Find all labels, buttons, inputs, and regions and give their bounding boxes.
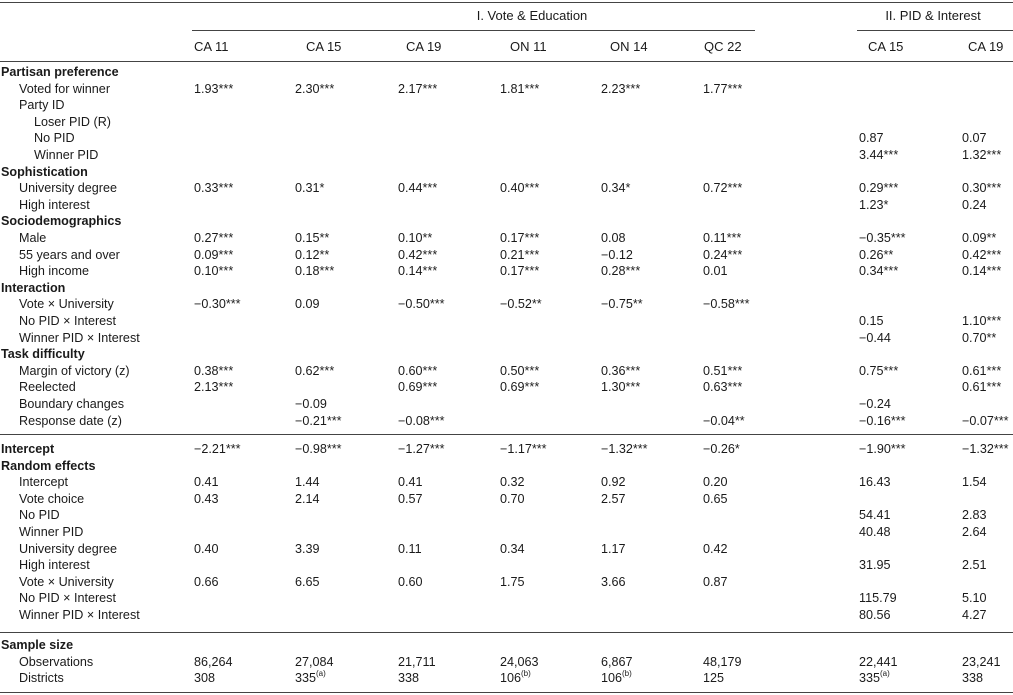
table-cell: 0.34***: [859, 264, 899, 279]
table-cell: −0.98***: [295, 442, 342, 456]
table-row: [0, 64, 1013, 81]
table-row: [0, 637, 1013, 654]
table-cell: 1.77***: [703, 81, 743, 96]
table-cell: 0.42***: [962, 247, 1002, 262]
row-label: Intercept: [1, 442, 55, 456]
table-cell: 0.63***: [703, 380, 743, 395]
table-cell: 1.81***: [500, 81, 540, 96]
table-cell: 0.69***: [500, 380, 540, 395]
table-row: [0, 263, 1013, 280]
table-row: [0, 180, 1013, 197]
table-cell: 0.62***: [295, 363, 335, 378]
row-label: No PID × Interest: [19, 591, 116, 606]
table-cell: 0.50***: [500, 363, 540, 378]
table-cell: 338: [398, 671, 420, 686]
table-cell: 115.79: [859, 591, 897, 606]
table-cell: −0.44: [859, 330, 891, 345]
table-cell: 0.31*: [295, 181, 325, 196]
row-label: Vote × University: [19, 574, 114, 589]
table-cell: 1.17: [601, 541, 626, 556]
row-label: Winner PID: [34, 148, 99, 162]
table-cell: 0.72***: [703, 181, 743, 196]
row-label: Winner PID × Interest: [19, 608, 140, 622]
footnote-marker: (b): [622, 669, 632, 679]
table-cell: 0.87: [859, 131, 884, 146]
table-cell: 0.14***: [962, 264, 1002, 279]
row-label: No PID × Interest: [19, 314, 116, 328]
table-row: [0, 97, 1013, 114]
table-row: [0, 541, 1013, 558]
table-cell: 54.41: [859, 508, 891, 523]
table-cell: 0.65: [703, 491, 728, 506]
table-cell: 0.60***: [398, 363, 438, 378]
row-label: High interest: [19, 558, 90, 573]
table-cell: 0.42: [703, 541, 728, 556]
column-header: CA 15: [306, 39, 342, 54]
table-row: [0, 147, 1013, 164]
table-cell: 0.57: [398, 491, 423, 506]
table-cell: 0.17***: [500, 231, 540, 245]
table-cell: −0.50***: [398, 297, 445, 312]
column-header: QC 22: [704, 39, 742, 54]
table-cell: 0.24***: [703, 247, 743, 262]
table-cell: 0.26**: [859, 247, 894, 262]
top-rule: [0, 2, 1013, 3]
row-label: No PID: [34, 131, 75, 146]
row-label: Intercept: [19, 475, 69, 490]
table-cell: 3.44***: [859, 148, 899, 162]
table-cell: 0.11***: [703, 231, 742, 245]
table-row: [0, 413, 1013, 430]
intercept-rule: [0, 434, 1013, 435]
table-row: [0, 130, 1013, 147]
table-cell: 0.44***: [398, 181, 438, 196]
table-cell: 2.57: [601, 491, 626, 506]
table-cell: 106$^{(b)}$: [500, 669, 531, 686]
row-label: Partisan preference: [1, 65, 119, 79]
table-cell: 86,264: [194, 654, 233, 669]
row-label: Response date (z): [19, 413, 122, 428]
table-cell: 2.13***: [194, 380, 234, 395]
row-label: Task difficulty: [1, 347, 85, 362]
table-cell: 1.54: [962, 475, 987, 490]
table-cell: 0.20: [703, 475, 728, 490]
table-cell: 1.44: [295, 475, 320, 490]
table-cell: 1.75: [500, 574, 525, 589]
table-cell: 0.29***: [859, 181, 899, 196]
table-cell: 0.61***: [962, 363, 1002, 378]
table-cell: −0.16***: [859, 413, 906, 428]
footnote-marker: (a): [316, 669, 326, 679]
row-label: Margin of victory (z): [19, 363, 130, 378]
column-header: CA 19: [968, 39, 1004, 54]
row-label: Districts: [19, 671, 64, 686]
table-cell: 16.43: [859, 475, 891, 490]
table-cell: −0.09: [295, 397, 327, 411]
table-cell: 0.32: [500, 475, 525, 490]
table-row: [0, 441, 1013, 458]
table-cell: 0.28***: [601, 264, 641, 279]
table-row: [0, 114, 1013, 131]
row-label: Reelected: [19, 380, 76, 395]
table-cell: 0.11: [398, 541, 422, 556]
table-cell: 1.23*: [859, 197, 889, 212]
table-cell: −0.08***: [398, 413, 445, 428]
table-cell: 0.34*: [601, 181, 631, 196]
table-cell: 0.14***: [398, 264, 438, 279]
group-header-vote-education: I. Vote & Education: [476, 8, 588, 23]
table-cell: 27,084: [295, 654, 334, 669]
table-cell: 4.27: [962, 608, 987, 622]
table-cell: 0.41: [194, 475, 219, 490]
row-label: Sociodemographics: [1, 214, 122, 229]
table-cell: 0.30***: [962, 181, 1002, 196]
table-cell: 0.18***: [295, 264, 335, 279]
column-header: CA 15: [868, 39, 904, 54]
row-label: No PID: [19, 508, 60, 523]
table-cell: 0.15: [859, 314, 884, 328]
table-cell: 0.43: [194, 491, 219, 506]
table-cell: 0.41: [398, 475, 423, 490]
row-label: Winner PID × Interest: [19, 330, 140, 345]
table-row: [0, 574, 1013, 591]
table-cell: 125: [703, 671, 725, 686]
table-row: [0, 396, 1013, 413]
table-cell: 3.39: [295, 541, 320, 556]
table-cell: 2.83: [962, 508, 987, 523]
row-label: Interaction: [1, 280, 66, 295]
table-cell: 0.70**: [962, 330, 997, 345]
row-label: 55 years and over: [19, 247, 120, 262]
table-row: [0, 247, 1013, 264]
row-label: Random effects: [1, 458, 96, 473]
table-cell: 2.14: [295, 491, 320, 506]
table-cell: −0.30***: [194, 297, 241, 312]
table-row: [0, 296, 1013, 313]
column-header: CA 19: [406, 39, 442, 54]
table-cell: −0.04**: [703, 413, 745, 428]
row-label: High income: [19, 264, 89, 279]
table-cell: 5.10: [962, 591, 987, 606]
table-cell: 2.30***: [295, 81, 335, 96]
table-row: [0, 670, 1013, 687]
table-row: [0, 491, 1013, 508]
table-cell: 0.01: [703, 264, 728, 279]
table-cell: 0.08: [601, 231, 626, 245]
table-cell: 40.48: [859, 525, 891, 539]
row-label: University degree: [19, 181, 117, 196]
table-row: [0, 346, 1013, 363]
table-cell: 0.60: [398, 574, 423, 589]
table-cell: 335$^{(a)}$: [295, 669, 326, 686]
row-label: Party ID: [19, 98, 65, 113]
row-label: Voted for winner: [19, 81, 111, 96]
table-cell: 0.61***: [962, 380, 1002, 395]
table-cell: −0.35***: [859, 231, 906, 245]
table-cell: 21,711: [398, 654, 436, 669]
table-cell: 0.87: [703, 574, 728, 589]
table-cell: 0.69***: [398, 380, 438, 395]
table-cell: 2.51: [962, 558, 987, 573]
table-cell: 0.09: [295, 297, 320, 312]
table-cell: 0.17***: [500, 264, 540, 279]
table-row: [0, 81, 1013, 98]
table-cell: −2.21***: [194, 442, 241, 456]
table-cell: 2.23***: [601, 81, 641, 96]
row-label: Vote × University: [19, 297, 114, 312]
header-rule: [0, 61, 1013, 62]
table-cell: 0.70: [500, 491, 525, 506]
table-cell: 1.10***: [962, 314, 1002, 328]
row-label: Male: [19, 231, 47, 245]
table-cell: 23,241: [962, 654, 1001, 669]
table-cell: 0.09***: [194, 247, 234, 262]
table-row: [0, 379, 1013, 396]
table-cell: 0.12**: [295, 247, 330, 262]
table-row: [0, 557, 1013, 574]
table-cell: 0.21***: [500, 247, 540, 262]
sample-size-rule: [0, 632, 1013, 633]
table-cell: 308: [194, 671, 216, 686]
table-cell: 1.32***: [962, 148, 1002, 162]
table-cell: −0.24: [859, 397, 891, 411]
table-cell: 31.95: [859, 558, 891, 573]
table-row: [0, 507, 1013, 524]
table-cell: 48,179: [703, 654, 742, 669]
table-cell: 0.92: [601, 475, 626, 490]
table-cell: 24,063: [500, 654, 539, 669]
table-cell: −1.17***: [500, 442, 547, 456]
table-row: [0, 458, 1013, 475]
table-cell: −1.27***: [398, 442, 445, 456]
table-cell: −0.21***: [295, 413, 342, 428]
table-cell: 2.17***: [398, 81, 438, 96]
table-cell: 1.93***: [194, 81, 234, 96]
table-row: [0, 164, 1013, 181]
table-row: [0, 330, 1013, 347]
table-row: [0, 313, 1013, 330]
table-cell: 338: [962, 671, 984, 686]
row-label: Sample size: [1, 638, 74, 652]
table-row: [0, 230, 1013, 247]
table-cell: 2.64: [962, 525, 987, 539]
row-label: Observations: [19, 654, 94, 669]
table-cell: 0.34: [500, 541, 525, 556]
table-cell: 0.07: [962, 131, 987, 146]
table-cell: 0.40: [194, 541, 219, 556]
table-cell: 106$^{(b)}$: [601, 669, 632, 686]
column-header: ON 11: [510, 39, 547, 54]
table-row: [0, 524, 1013, 541]
group-rule-2: [857, 30, 1013, 31]
column-header: ON 14: [610, 39, 648, 54]
table-cell: 0.24: [962, 197, 987, 212]
row-label: Loser PID (R): [34, 114, 111, 129]
table-cell: −1.32***: [962, 442, 1009, 456]
row-label: Winner PID: [19, 525, 84, 539]
table-row: [0, 363, 1013, 380]
table-cell: 1.30***: [601, 380, 641, 395]
table-cell: −0.26*: [703, 442, 740, 456]
table-cell: 0.38***: [194, 363, 234, 378]
table-cell: 0.42***: [398, 247, 438, 262]
bottom-rule: [0, 692, 1013, 693]
column-header: CA 11: [194, 39, 229, 54]
group-header-pid-interest: II. PID & Interest: [885, 8, 981, 23]
row-label: High interest: [19, 197, 90, 212]
table-cell: 0.10***: [194, 264, 234, 279]
table-cell: 0.40***: [500, 181, 540, 196]
table-row: [0, 654, 1013, 671]
table-cell: −1.90***: [859, 442, 906, 456]
table-cell: 335$^{(a)}$: [859, 669, 890, 686]
table-cell: 0.51***: [703, 363, 743, 378]
table-cell: −0.75**: [601, 297, 643, 312]
row-label: University degree: [19, 541, 117, 556]
table-cell: 0.15**: [295, 231, 330, 245]
footnote-marker: (a): [880, 669, 890, 679]
table-row: [0, 590, 1013, 607]
table-cell: 6.65: [295, 574, 320, 589]
row-label: Sophistication: [1, 164, 88, 179]
table-cell: 0.75***: [859, 363, 899, 378]
table-cell: −1.32***: [601, 442, 648, 456]
table-cell: 0.10**: [398, 231, 433, 245]
row-label: Vote choice: [19, 491, 85, 506]
table-cell: 6,867: [601, 654, 633, 669]
table-cell: 0.66: [194, 574, 219, 589]
table-row: [0, 197, 1013, 214]
table-cell: −0.52**: [500, 297, 542, 312]
table-cell: 22,441: [859, 654, 898, 669]
table-cell: 0.36***: [601, 363, 641, 378]
table-row: [0, 474, 1013, 491]
table-cell: 3.66: [601, 574, 626, 589]
row-label: Boundary changes: [19, 397, 125, 411]
table-cell: 80.56: [859, 608, 891, 622]
table-cell: −0.12: [601, 247, 633, 262]
table-row: [0, 213, 1013, 230]
table-cell: 0.09**: [962, 231, 997, 245]
table-cell: 0.33***: [194, 181, 234, 196]
group-rule-1: [192, 30, 755, 31]
table-cell: −0.58***: [703, 297, 750, 312]
table-row: [0, 280, 1013, 297]
footnote-marker: (b): [521, 669, 531, 679]
table-cell: 0.27***: [194, 231, 234, 245]
table-row: [0, 607, 1013, 624]
table-cell: −0.07***: [962, 413, 1009, 428]
